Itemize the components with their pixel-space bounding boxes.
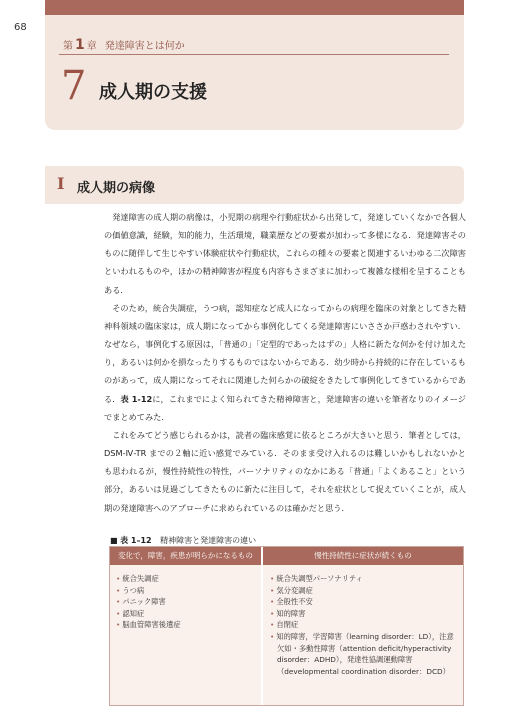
table-column-divider [261,547,263,705]
list-item: • 統合失調症 [116,573,256,585]
table-caption [110,535,256,546]
paragraph-2-text-b: に，これまでによく知られてきた精神障害と，発達障害の違いを筆者なりのイメージでまとめてみた． [104,393,466,422]
comparison-table [109,546,464,706]
list-item: • 知的障害，学習障害（learning disorder：LD），注意欠如・多動性障害（attention deficit/hyperactivity disorder：ADHD），発達性協調運動障害（developmental coordination disorder：DCD） [270,631,458,677]
list-item: • 認知症 [116,608,256,620]
table-caption-mark: ■ [110,536,118,545]
section-title: 成人期の支援 [99,82,207,103]
chapter-label-prefix: 第 [63,41,73,52]
subsection-title: 成人期の病像 [77,181,156,196]
table-reference: 表 1-12 [120,393,153,404]
table-caption-title: 精神障害と発達障害の違い [160,536,257,545]
chapter-label-suffix: 章 [86,41,97,52]
subsection-numeral: I [57,174,65,193]
table-caption-label: 表 1–12 [120,536,152,545]
list-item: • 知的障害 [270,608,458,620]
list-item: • 全般性不安 [270,596,458,608]
page-number: 68 [14,22,27,33]
chapter-title: 発達障害とは何か [104,41,185,52]
list-item: • 気分変調症 [270,585,458,597]
table-header-right: 慢性持続性に症状が続くもの [263,547,463,565]
table-header-left: 変化で，障害，疾患が明らかになるもの [110,547,261,565]
list-item: • 統合失調型パーソナリティ [270,573,458,585]
chapter-header [45,0,464,130]
list-item: • パニック障害 [116,596,256,608]
table-right-list [270,573,458,677]
chapter-divider [59,54,449,55]
paragraph-3: これをみてどう感じられるかは，読者の臨床感覚に依るところが大きいと思う．筆者としては，DSM-Ⅳ-TR までの２軸に近い感覚でみている．そのまま受け入れるのは難しいかもしれないかとも思われるが，慢性持続性の特性，パーソナリティのなかにある「普通」「よくあること」という部分，あるいは見過ごしてきたものに新たに注目して，それを症状として捉えていくことが，成人期の発達障害へのアプローチに求められているのは確かだと思う． [104,429,466,513]
chapter-top-bar [45,0,464,15]
list-item: • 脳血管障害後遺症 [116,619,256,631]
paragraph-2 [104,299,466,426]
paragraph-2-text-a: そのため，統合失調症，うつ病，認知症など成人になってからの病理を臨床の対象としてきた精神科領域の臨床家は，成人期になってから事例化してくる発達障害にいささか戸惑わされやすい．なぜなら，事例化する原因は，「普通の」「定型的であったはずの」人格に新たな何かを付け加えたり，あるいは何かを損なったりするものではないからである．幼少時から持続的に存在しているものがあって，成人期になってそれに関連した何らかの破綻をきたして事例化してきているからである． [104,302,466,404]
chapter-number: 1 [75,37,85,53]
chapter-label [63,37,185,53]
paragraph-1: 発達障害の成人期の病像は，小児期の病理や行動症状から出発して，発達していくなかで各個人の価値意識，経験，知的能力，生活環境，職業歴などの要素が加わって多様になる．発達障害そのものに随伴して生じやすい体験症状や行動症状，これらの種々の要素と関連するいわゆる二次障害といわれるものや，ほかの精神障害が程度も内容もさまざまに加わって複雑な様相を呈することもある． [104,212,466,295]
table-left-list [116,573,256,631]
body-text [104,208,466,517]
subsection-header [45,166,464,204]
section-number: 7 [61,63,87,109]
list-item: • うつ病 [116,585,256,597]
list-item: • 自閉症 [270,619,458,631]
